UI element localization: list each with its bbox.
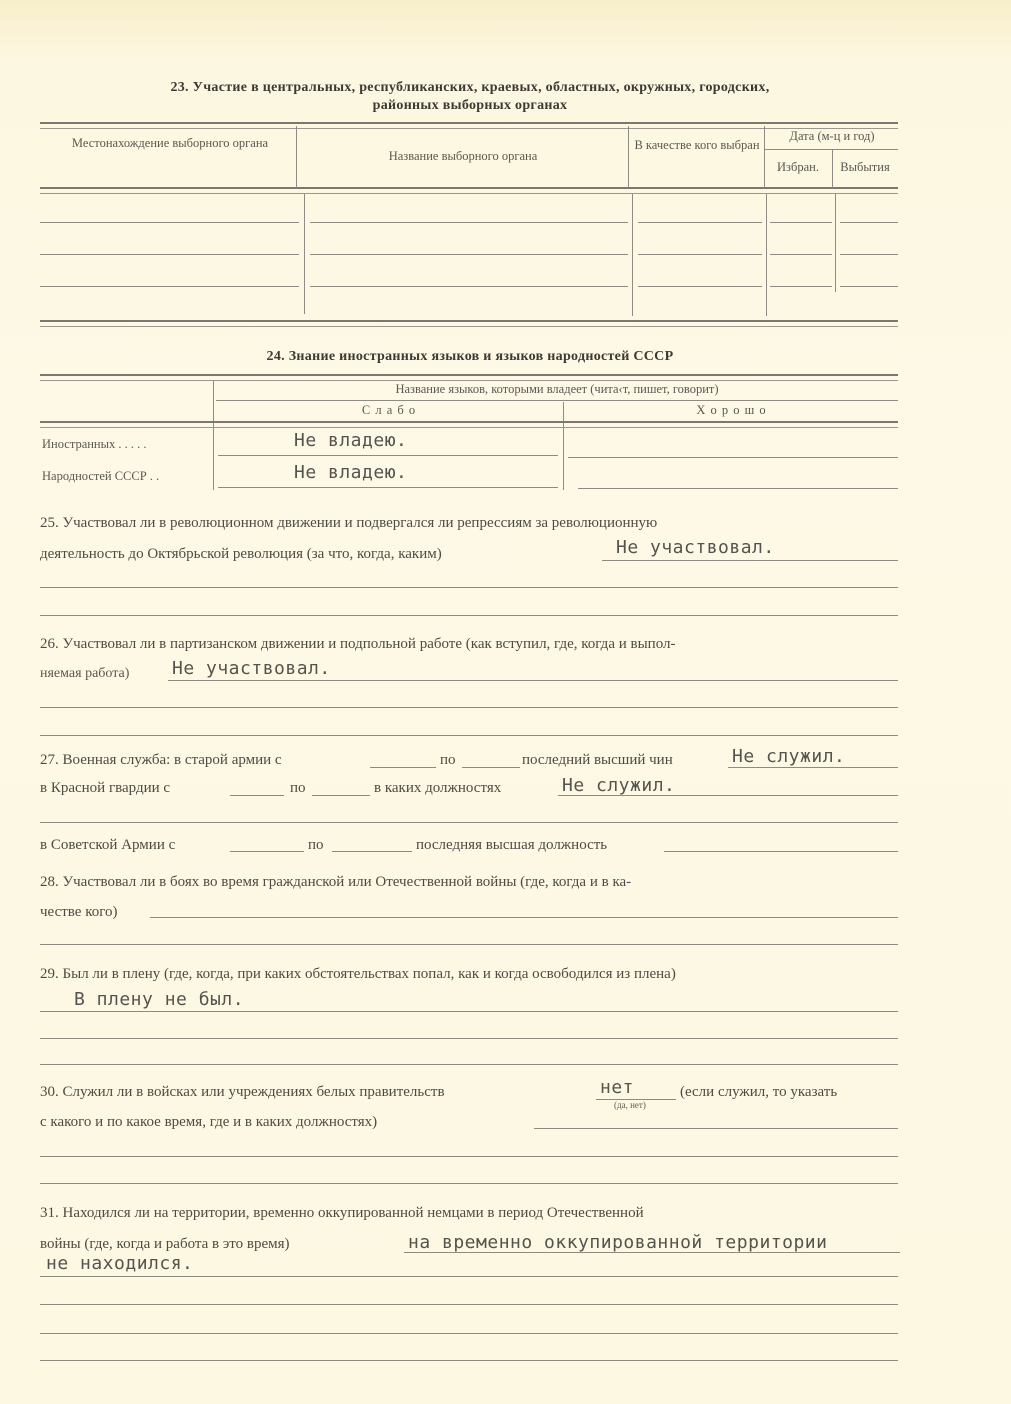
cell-name[interactable] — [310, 286, 628, 287]
q26-line1: 26. Участвовал ли в партизанском движении и подпольной работе (как вступил, где, когда и выпол- — [40, 636, 676, 652]
q30-hint: (да, нет) — [614, 1100, 646, 1110]
table-header-rule — [40, 187, 898, 194]
cell-location[interactable] — [40, 254, 299, 255]
col-divider — [835, 194, 836, 292]
q29-answer[interactable]: В плену не был. — [74, 989, 245, 1010]
col-divider — [563, 402, 564, 490]
col-divider — [213, 380, 214, 490]
q30-line2: с какого и по какое время, где и в каких должностях) — [40, 1114, 378, 1130]
old-army-to-field[interactable] — [462, 767, 520, 768]
q25-answer[interactable]: Не участвовал. — [616, 537, 775, 558]
answer-line[interactable] — [40, 615, 898, 616]
row-label: Иностранных . . . . . — [42, 437, 147, 451]
col-good: Х о р о ш о — [696, 403, 767, 417]
red-guard-from-field[interactable] — [230, 795, 284, 796]
answer-line[interactable] — [150, 917, 898, 918]
weak-value[interactable]: Не владею. — [294, 462, 408, 483]
cell-location[interactable] — [40, 286, 299, 287]
q31-answer-line1[interactable]: на временно оккупированной территории — [408, 1232, 828, 1253]
answer-line[interactable] — [40, 587, 898, 588]
col-role: В качестве кого выбран — [634, 138, 760, 152]
section-23-title-line1: 23. Участие в центральных, республиканских, краевых, областных, окружных, городских, — [170, 80, 770, 95]
q25-line2: деятельность до Октябрьской революция (за что, когда, каким) — [40, 546, 442, 562]
field-rule — [218, 455, 558, 456]
q28-line1: 28. Участвовал ли в боях во время гражданской или Отечественной войны (где, когда и в ка- — [40, 874, 632, 890]
cell-left[interactable] — [840, 222, 898, 223]
cell-elected[interactable] — [770, 254, 832, 255]
col-left: Выбытия — [840, 160, 890, 174]
date-group-rule — [764, 149, 898, 150]
col-divider — [296, 126, 297, 188]
answer-line[interactable] — [40, 735, 898, 736]
q27-line3-b: по — [308, 837, 324, 853]
q31-line2: войны (где, когда и работа в это время) — [40, 1236, 290, 1252]
col-divider — [766, 194, 767, 316]
q27-line2-a: в Красной гвардии с — [40, 780, 171, 796]
answer-line[interactable] — [40, 1156, 898, 1157]
red-guard-to-field[interactable] — [312, 795, 370, 796]
col-elected: Избран. — [777, 160, 819, 174]
q30-answer[interactable]: нет — [600, 1077, 635, 1098]
field-rule — [558, 795, 898, 796]
soviet-army-position-field[interactable] — [664, 851, 898, 852]
answer-line[interactable] — [40, 1333, 898, 1334]
section-23-title-line2: районных выборных органах — [372, 98, 568, 113]
field-rule — [568, 457, 898, 458]
languages-header: Название языков, которыми владеет (чита‹т, пишет, говорит) — [395, 382, 719, 396]
cell-location[interactable] — [40, 222, 299, 223]
col-weak: С л а б о — [361, 403, 417, 417]
field-rule — [404, 1252, 900, 1253]
old-army-from-field[interactable] — [370, 767, 436, 768]
table-bottom-rule — [40, 320, 898, 327]
table-header-rule — [40, 421, 898, 428]
field-rule — [40, 1011, 898, 1012]
answer-line[interactable] — [40, 1360, 898, 1361]
q29-line1: 29. Был ли в плену (где, когда, при каких обстоятельствах попал, как и когда освободился из плена) — [40, 966, 676, 982]
weak-value[interactable]: Не владею. — [294, 430, 408, 451]
q27-line3-a: в Советской Армии с — [40, 837, 176, 853]
cell-elected[interactable] — [770, 286, 832, 287]
answer-line[interactable] — [40, 707, 898, 708]
q27-line3-c: последняя высшая должность — [416, 837, 608, 853]
cell-role[interactable] — [638, 254, 762, 255]
field-rule — [728, 767, 898, 768]
answer-line[interactable] — [40, 1064, 898, 1065]
q27-line1-c: последний высший чин — [522, 752, 673, 768]
q27-line2-c: в каких должностях — [374, 780, 502, 796]
field-rule — [218, 487, 558, 488]
cell-role[interactable] — [638, 222, 762, 223]
q27-positions-answer[interactable]: Не служил. — [562, 775, 676, 796]
section-24-title: 24. Знание иностранных языков и языков народностей СССР — [266, 349, 674, 364]
q28-line2: честве кого) — [40, 904, 118, 920]
field-rule — [40, 1276, 898, 1277]
answer-line[interactable] — [40, 1183, 898, 1184]
cell-elected[interactable] — [770, 222, 832, 223]
cell-name[interactable] — [310, 254, 628, 255]
q30-line1-b: (если служил, то указать — [680, 1084, 838, 1100]
answer-line[interactable] — [40, 1038, 898, 1039]
answer-line[interactable] — [40, 1304, 898, 1305]
q26-line2: няемая работа) — [40, 666, 130, 681]
q26-answer[interactable]: Не участвовал. — [172, 658, 331, 679]
field-rule — [602, 560, 898, 561]
q30-line1-a: 30. Служил ли в войсках или учреждениях белых правительств — [40, 1084, 445, 1100]
cell-name[interactable] — [310, 222, 628, 223]
answer-line[interactable] — [40, 822, 898, 823]
col-date-group: Дата (м-ц и год) — [789, 129, 875, 143]
soviet-army-from-field[interactable] — [230, 851, 304, 852]
soviet-army-to-field[interactable] — [332, 851, 412, 852]
col-divider — [304, 194, 305, 314]
q31-answer-line2[interactable]: не находился. — [46, 1253, 194, 1274]
field-rule — [168, 680, 898, 681]
col-name: Название выборного органа — [388, 149, 538, 163]
row-label: Народностей СССР . . — [42, 469, 160, 483]
answer-line[interactable] — [534, 1128, 898, 1129]
col-divider — [628, 126, 629, 188]
cell-left[interactable] — [840, 254, 898, 255]
answer-line[interactable] — [40, 944, 898, 945]
field-rule — [578, 488, 898, 489]
cell-role[interactable] — [638, 286, 762, 287]
col-divider — [632, 194, 633, 316]
q25-line1: 25. Участвовал ли в революционном движении и подвергался ли репрессиям за революционную — [40, 515, 658, 531]
q27-line1-b: по — [440, 752, 456, 768]
cell-left[interactable] — [840, 286, 898, 287]
q27-line2-b: по — [290, 780, 306, 796]
q27-rank-answer[interactable]: Не служил. — [732, 746, 846, 767]
q27-line1-a: 27. Военная служба: в старой армии с — [40, 752, 282, 768]
q31-line1: 31. Находился ли на территории, временно оккупированной немцами в период Отечественной — [40, 1205, 644, 1221]
col-location: Местонахождение выборного органа — [71, 136, 269, 150]
